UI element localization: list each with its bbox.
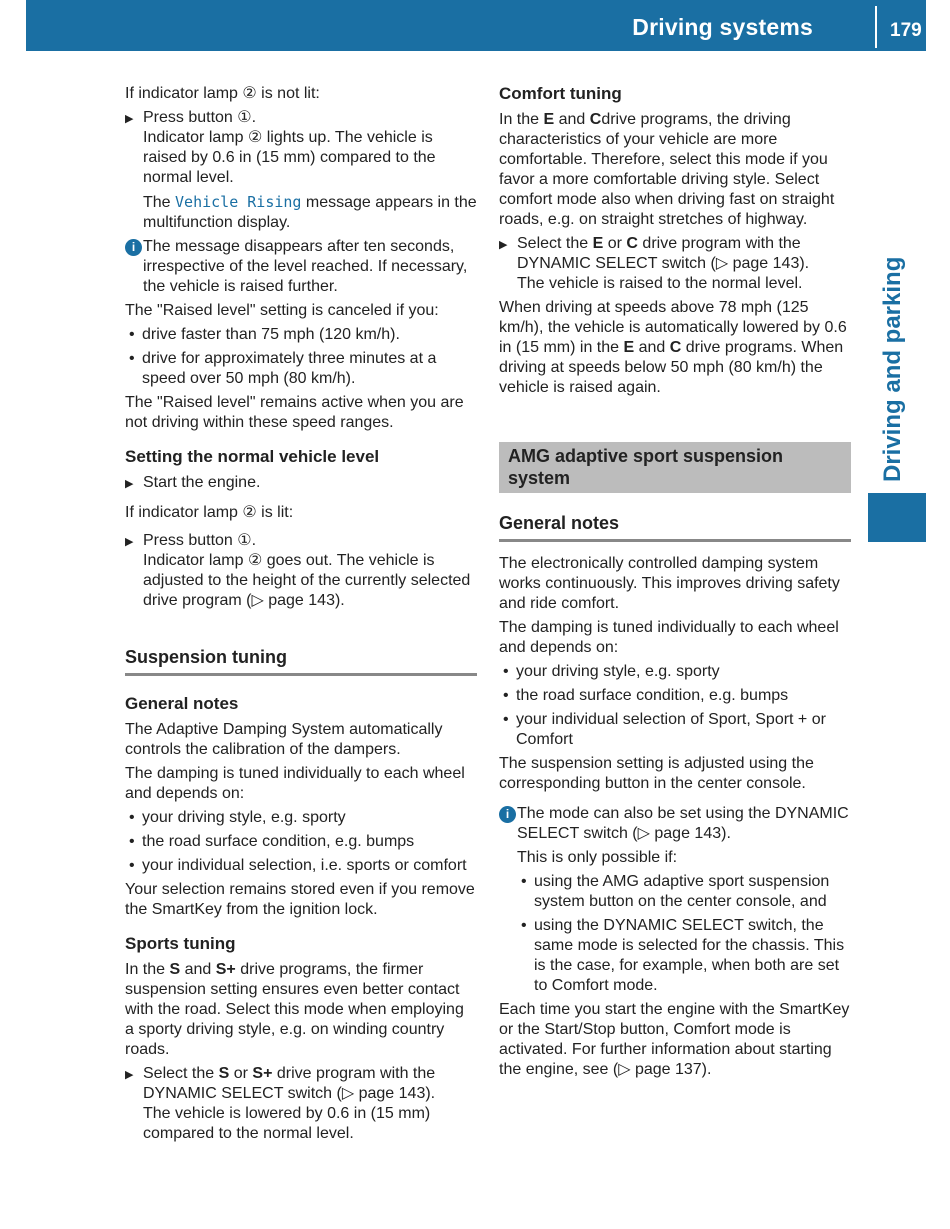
info-note: i The message disappears after ten seconds, irrespective of the level reached. If necessary, the vehicle is raised further. bbox=[125, 237, 477, 297]
list-item: • the road surface condition, e.g. bumps bbox=[125, 832, 477, 852]
section-heading: Suspension tuning bbox=[125, 647, 477, 676]
paragraph: The "Raised level" remains active when you are not driving within these speed ranges. bbox=[125, 394, 464, 431]
right-column bbox=[499, 84, 851, 1084]
list-item: • drive faster than 75 mph (120 km/h). bbox=[125, 325, 477, 345]
paragraph: The suspension setting is adjusted using the corresponding button in the center console. bbox=[499, 755, 814, 792]
side-tab-label: Driving and parking bbox=[879, 256, 906, 482]
list-item: • your driving style, e.g. sporty bbox=[499, 662, 851, 682]
info-note: i The mode can also be set using the DYNAMIC SELECT switch (▷ page 143). bbox=[499, 804, 851, 844]
paragraph: The electronically controlled damping system works continuously. This improves driving safety and ride comfort. bbox=[499, 555, 840, 612]
list-item: • using the AMG adaptive sport suspension system button on the center console, and bbox=[499, 872, 851, 912]
info-icon: i bbox=[125, 239, 142, 256]
subheading: Setting the normal vehicle level bbox=[125, 447, 380, 466]
list-item: • using the DYNAMIC SELECT switch, the same mode is selected for the chassis. This is the case, for example, when both are set to Comfort mode. bbox=[499, 916, 851, 996]
header-divider bbox=[875, 6, 877, 48]
subheading: Comfort tuning bbox=[499, 84, 622, 103]
side-tab-marker bbox=[868, 493, 926, 542]
instruction-step: ▶ Start the engine. bbox=[125, 473, 477, 493]
display-message: Vehicle Rising bbox=[175, 193, 302, 211]
paragraph: The damping is tuned individually to each wheel and depends on: bbox=[125, 765, 465, 802]
message-line: The Vehicle Rising message appears in the multifunction display. bbox=[143, 193, 477, 231]
page-number: 179 bbox=[890, 20, 922, 41]
instruction-step: ▶ Press button ①. Indicator lamp ② goes out. The vehicle is adjusted to the height of the currently selected drive program (▷ page 143). bbox=[125, 531, 477, 611]
list-item: • your individual selection of Sport, Sport + or Comfort bbox=[499, 710, 851, 750]
paragraph: If indicator lamp ② is lit: bbox=[125, 504, 294, 521]
left-column bbox=[125, 84, 477, 1148]
instruction-step: ▶ Press button ①. Indicator lamp ② lights up. The vehicle is raised by 0.6 in (15 mm) compared to the normal level. The Vehicle Rising message appears in the multifunction display. bbox=[125, 108, 477, 233]
section-title: Driving systems bbox=[632, 14, 813, 40]
paragraph: This is only possible if: bbox=[517, 849, 678, 866]
instruction-step: ▶ Select the S or S+ drive program with the DYNAMIC SELECT switch (▷ page 143). The vehicle is lowered by 0.6 in (15 mm) compared to the normal level. bbox=[125, 1064, 477, 1144]
paragraph: The damping is tuned individually to each wheel and depends on: bbox=[499, 619, 839, 656]
paragraph: In the S and S+ drive programs, the firmer suspension setting ensures even better contact with the road. Select this mode when employing a sporty driving style, e.g. on winding country roads. bbox=[125, 961, 464, 1058]
list-item: • drive for approximately three minutes at a speed over 50 mph (80 km/h). bbox=[125, 349, 477, 389]
list-item: • your driving style, e.g. sporty bbox=[125, 808, 477, 828]
paragraph: When driving at speeds above 78 mph (125 km/h), the vehicle is automatically lowered by 0.6 in (15 mm) in the E and C drive programs. When driving at speeds below 50 mph (80 km/h) the vehicle is raised again. bbox=[499, 299, 847, 396]
paragraph: Each time you start the engine with the SmartKey or the Start/Stop button, Comfort mode is activated. For further information about starting the engine, see (▷ page 137). bbox=[499, 1001, 850, 1078]
list-item: • your individual selection, i.e. sports or comfort bbox=[125, 856, 477, 876]
instruction-step: ▶ Select the E or C drive program with the DYNAMIC SELECT switch (▷ page 143). The vehicle is raised to the normal level. bbox=[499, 234, 851, 294]
paragraph: Your selection remains stored even if you remove the SmartKey from the ignition lock. bbox=[125, 881, 475, 918]
subsection-heading: General notes bbox=[499, 513, 851, 542]
list-item: • the road surface condition, e.g. bumps bbox=[499, 686, 851, 706]
paragraph: If indicator lamp ② is not lit: bbox=[125, 85, 320, 102]
header-bar bbox=[26, 0, 926, 51]
subheading: General notes bbox=[125, 694, 239, 713]
paragraph: The "Raised level" setting is canceled if you: bbox=[125, 302, 439, 319]
paragraph: The Adaptive Damping System automatically controls the calibration of the dampers. bbox=[125, 721, 443, 758]
info-icon: i bbox=[499, 806, 516, 823]
section-heading: AMG adaptive sport suspension system bbox=[499, 442, 851, 493]
subheading: Sports tuning bbox=[125, 934, 236, 953]
paragraph: In the E and Cdrive programs, the driving characteristics of your vehicle are more comfortable. Therefore, select this mode if you favor a more comfortable driving style. Select comfort mode also when driving fast on straight roads, e.g. on straight stretches of highway. bbox=[499, 111, 835, 228]
